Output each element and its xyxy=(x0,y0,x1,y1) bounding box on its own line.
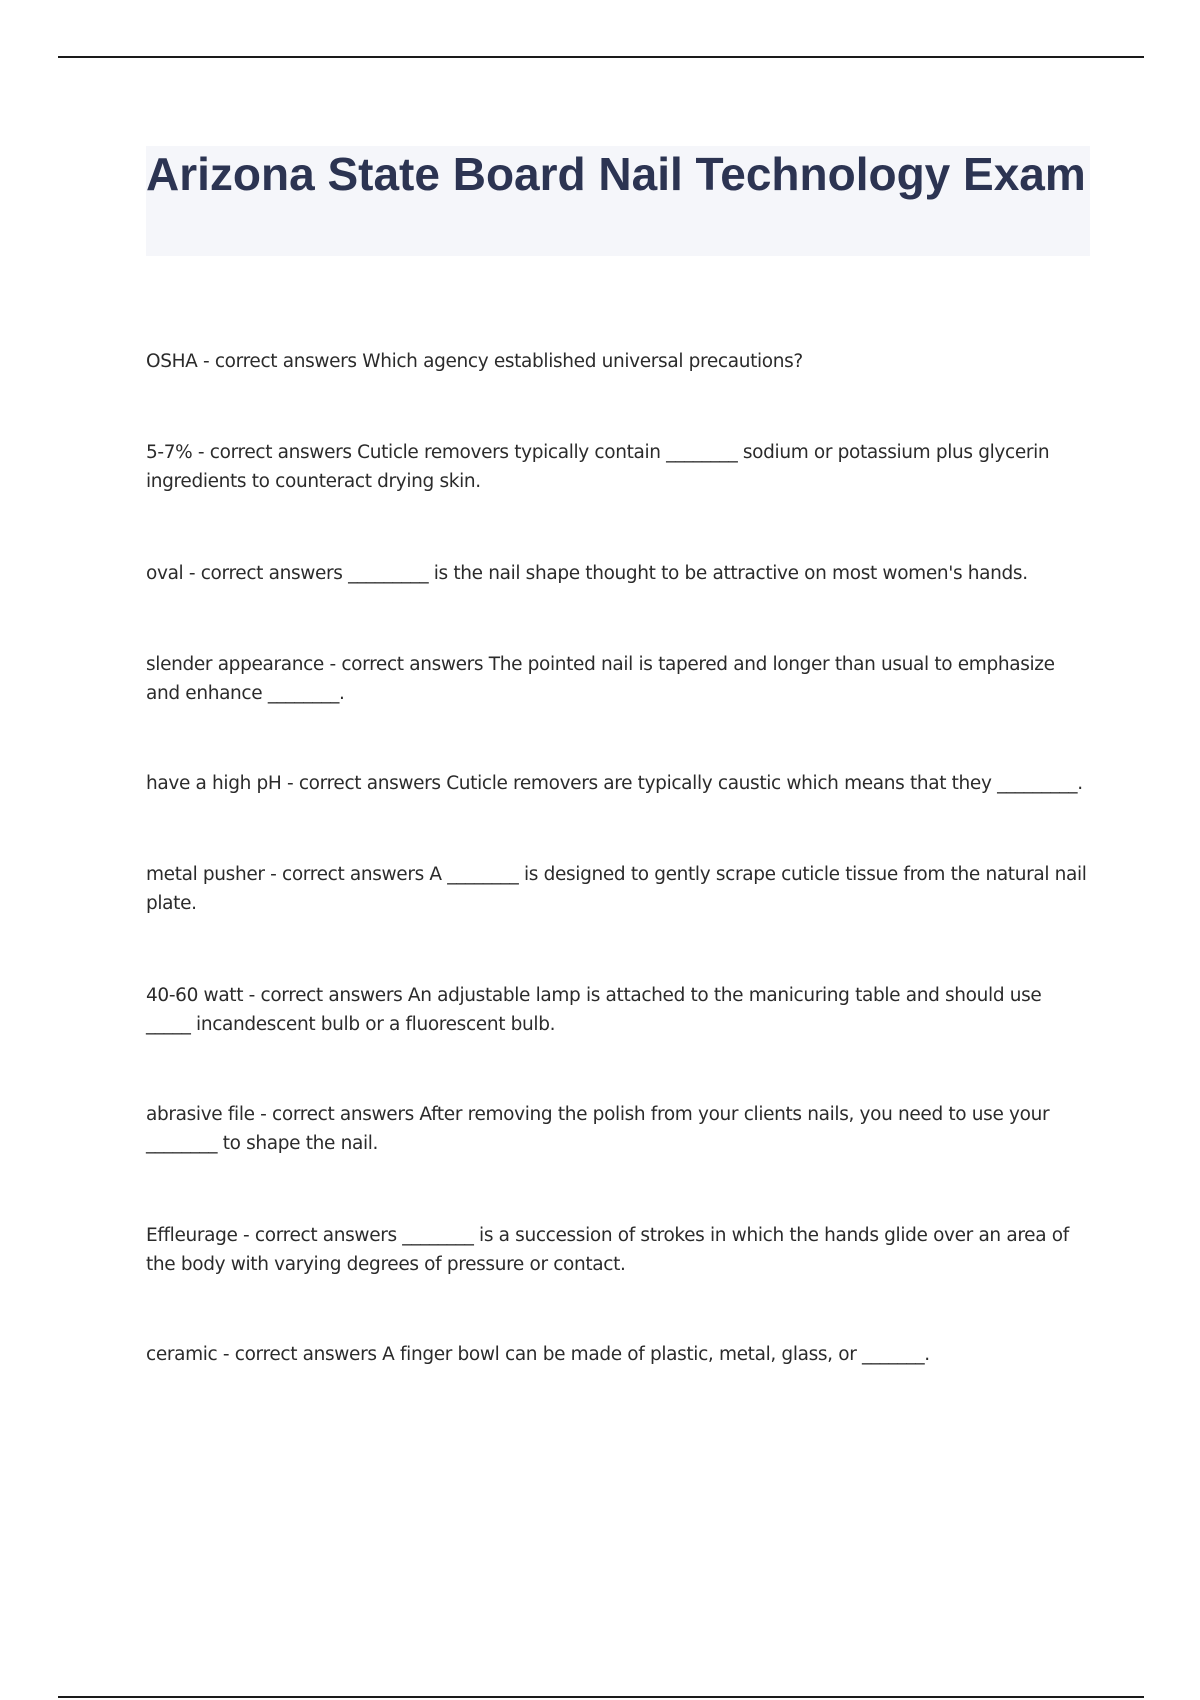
question-item-10: ceramic - correct answers A finger bowl can be made of plastic, metal, glass, or _______. xyxy=(146,1344,930,1365)
question-item-1: OSHA - correct answers Which agency established universal precautions? xyxy=(146,351,803,372)
question-item-6: metal pusher - correct answers A ________ is designed to gently scrape cuticle tissue from the natural nail plate. xyxy=(146,864,1087,914)
question-item-9: Effleurage - correct answers ________ is a succession of strokes in which the hands glide over an area of the body with varying degrees of pressure or contact. xyxy=(146,1225,1069,1275)
document-title: Arizona State Board Nail Technology Exam xyxy=(146,148,1086,200)
question-item-7: 40-60 watt - correct answers An adjustable lamp is attached to the manicuring table and should use _____ incandescent bulb or a fluorescent bulb. xyxy=(146,985,1042,1035)
bottom-divider xyxy=(58,1696,1144,1698)
title-banner xyxy=(146,146,1090,256)
question-item-3: oval - correct answers _________ is the nail shape thought to be attractive on most women's hands. xyxy=(146,563,1028,584)
question-item-4: slender appearance - correct answers The pointed nail is tapered and longer than usual to emphasize and enhance ________. xyxy=(146,654,1055,704)
top-divider xyxy=(58,56,1144,58)
question-item-8: abrasive file - correct answers After removing the polish from your clients nails, you need to use your ________ to shape the nail. xyxy=(146,1104,1050,1154)
question-item-2: 5-7% - correct answers Cuticle removers typically contain ________ sodium or potassium plus glycerin ingredients to counteract drying skin. xyxy=(146,442,1050,492)
question-item-5: have a high pH - correct answers Cuticle removers are typically caustic which means that they _________. xyxy=(146,773,1083,794)
